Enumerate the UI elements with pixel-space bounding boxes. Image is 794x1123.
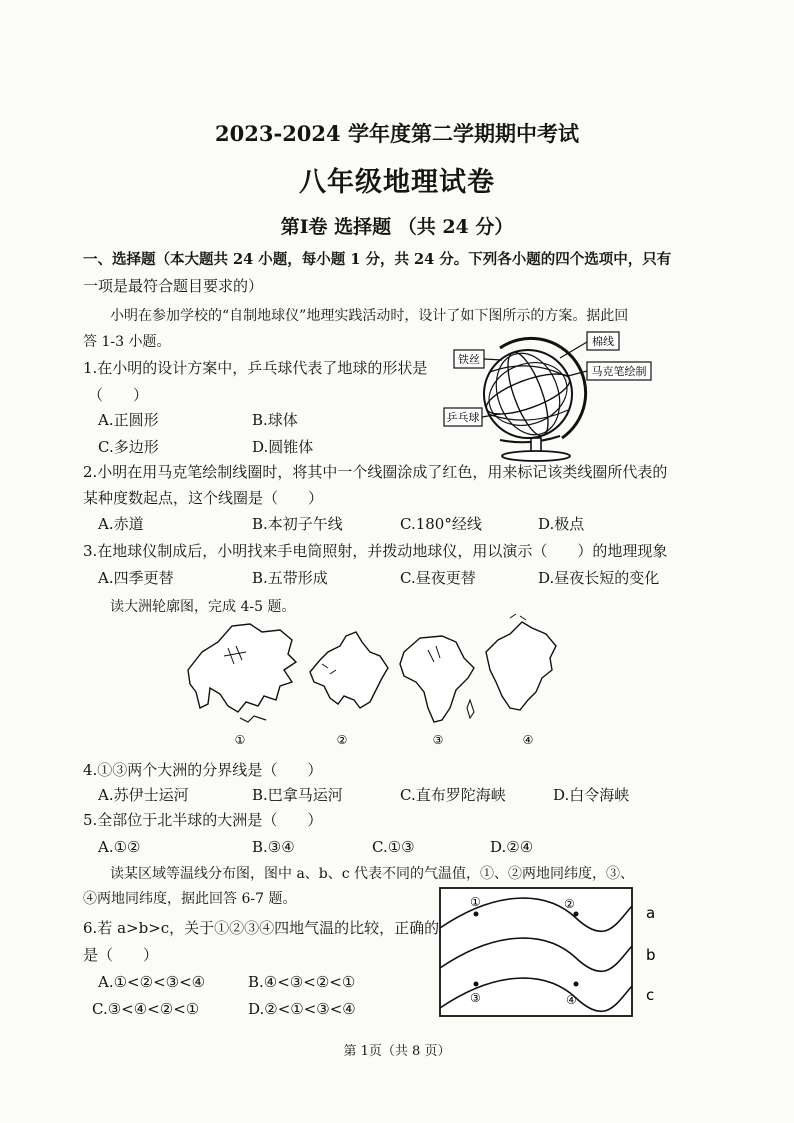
isotherm-figure — [436, 884, 676, 1022]
continents-figure — [180, 612, 560, 752]
isotherm-point-3: ③ — [470, 991, 481, 1005]
q2-option-a: A.赤道 — [98, 515, 144, 533]
q2-option-b: B.本初子午线 — [252, 515, 343, 533]
section-title: 第Ⅰ卷 选择题 （共 24 分） — [280, 216, 514, 238]
intro3-line-b: ④两地同纬度，据此回答 6-7 题。 — [83, 891, 297, 907]
page-footer: 第 1页（共 8 页） — [343, 1044, 451, 1059]
q6-stem-a: 6.若 a>b>c，关于①②③④四地气温的比较，正确的 — [83, 919, 440, 937]
globe-label-thread: 棉线 — [592, 335, 614, 348]
paper-title: 八年级地理试卷 — [299, 167, 495, 198]
q4-option-d: D.白令海峡 — [553, 786, 630, 804]
globe-figure — [440, 328, 685, 468]
q1-option-c: C.多边形 — [98, 438, 159, 456]
q3-option-c: C.昼夜更替 — [400, 569, 476, 587]
q1-stem-a: 1.在小明的设计方案中，乒乓球代表了地球的形状是 — [83, 359, 428, 377]
q5-option-b: B.③④ — [252, 838, 295, 856]
globe-label-wire: 铁丝 — [458, 353, 480, 366]
q4-option-a: A.苏伊士运河 — [98, 786, 189, 804]
isotherm-point-4: ④ — [566, 993, 577, 1007]
isotherm-label-b: b — [646, 946, 656, 964]
q5-stem: 5.全部位于北半球的大洲是（ ） — [83, 811, 323, 829]
globe-label-ball: 乒乓球 — [446, 411, 480, 424]
isotherm-label-c: c — [646, 986, 655, 1004]
continent-label-3: ③ — [432, 733, 444, 747]
globe-label-marker: 马克笔绘制 — [591, 365, 647, 378]
section1-heading-b: 一项是最符合题目要求的） — [83, 277, 264, 295]
isotherm-label-a: a — [646, 904, 656, 922]
q1-stem-b: （ ） — [88, 386, 149, 404]
isotherm-point-2: ② — [564, 897, 575, 911]
section1-heading-a: 一、选择题（本大题共 24 小题，每小题 1 分，共 24 分。下列各小题的四个选项中，只有 — [83, 251, 672, 268]
q1-option-d: D.圆锥体 — [252, 438, 314, 456]
q5-option-a: A.①② — [98, 838, 141, 856]
q4-stem: 4.①③两个大洲的分界线是（ ） — [83, 761, 323, 779]
q4-option-c: C.直布罗陀海峡 — [400, 786, 506, 804]
q3-option-d: D.昼夜长短的变化 — [538, 569, 660, 587]
exam-title: 2023-2024 学年度第二学期期中考试 — [215, 121, 579, 146]
continent-label-2: ② — [336, 733, 348, 747]
continent-label-1: ① — [234, 733, 246, 747]
q1-option-b: B.球体 — [252, 411, 298, 429]
q3-option-a: A.四季更替 — [98, 569, 174, 587]
q3-stem: 3.在地球仪制成后，小明找来手电筒照射，并拨动地球仪，用以演示（ ）的地理现象 — [83, 542, 668, 560]
intro1-line-a: 小明在参加学校的“自制地球仪”地理实践活动时，设计了如下图所示的方案。据此回 — [110, 308, 629, 324]
q1-option-a: A.正圆形 — [98, 411, 159, 429]
q3-option-b: B.五带形成 — [252, 569, 328, 587]
q2-option-d: D.极点 — [538, 515, 585, 533]
q6-option-a: A.①<②<③<④ — [98, 973, 206, 991]
q2-stem-b: 某种度数起点，这个线圈是（ ） — [83, 489, 324, 507]
q2-option-c: C.180°经线 — [400, 515, 482, 533]
q6-stem-b: 是（ ） — [83, 946, 159, 964]
intro1-line-b: 答 1-3 小题。 — [83, 334, 171, 350]
q2-stem-a: 2.小明在用马克笔绘制线圈时，将其中一个线圈涂成了红色，用来标记该类线圈所代表的 — [83, 463, 668, 481]
q5-option-d: D.②④ — [490, 838, 534, 856]
intro2: 读大洲轮廓图，完成 4-5 题。 — [110, 599, 296, 615]
q4-option-b: B.巴拿马运河 — [252, 786, 343, 804]
q6-option-c: C.③<④<②<① — [92, 1000, 200, 1018]
q6-option-d: D.②<①<③<④ — [248, 1000, 356, 1018]
continent-label-4: ④ — [522, 733, 534, 747]
q5-option-c: C.①③ — [372, 838, 415, 856]
isotherm-point-1: ① — [470, 895, 481, 909]
q6-option-b: B.④<③<②<① — [248, 973, 356, 991]
intro3-line-a: 读某区域等温线分布图，图中 a、b、c 代表不同的气温值，①、②两地同纬度，③、 — [110, 866, 635, 882]
